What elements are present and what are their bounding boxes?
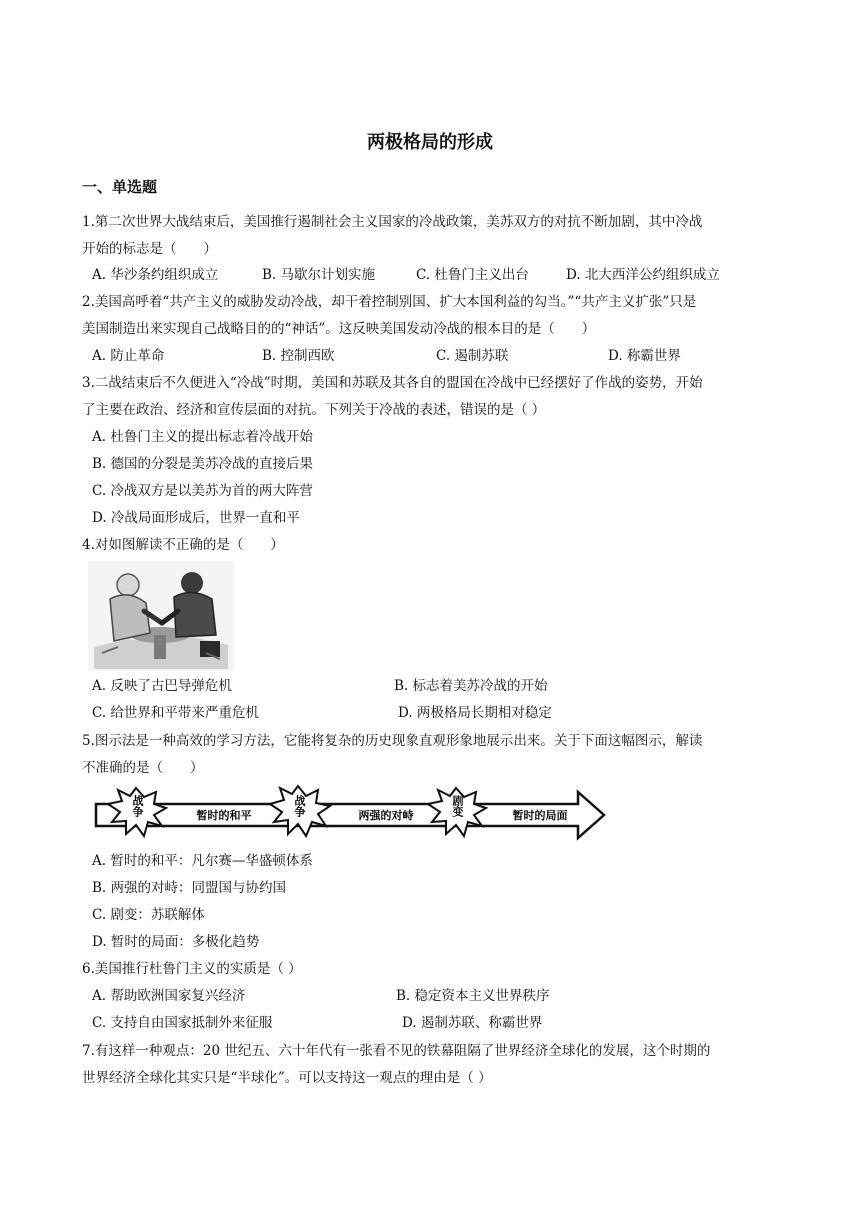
- q4-option-a: A. 反映了古巴导弹危机: [92, 678, 232, 694]
- question-1-line-1: 1.第二次世界大战结束后，美国推行遏制社会主义国家的冷战政策，美苏双方的对抗不断加剧，其中冷战: [82, 214, 703, 230]
- cartoon-image: [88, 561, 234, 671]
- q1-option-c: C. 杜鲁门主义出台: [416, 267, 529, 283]
- q2-option-b: B. 控制西欧: [262, 348, 335, 364]
- question-4-line-1: 4.对如图解读不正确的是（ ）: [82, 537, 284, 553]
- q3-option-d: D. 冷战局面形成后，世界一直和平: [92, 510, 300, 526]
- q3-option-a: A. 杜鲁门主义的提出标志着冷战开始: [92, 429, 313, 445]
- diagram-label-temporary-situation: 暂时的局面: [512, 809, 568, 822]
- diagram-label-two-power-standoff: 两强的对峙: [358, 809, 414, 822]
- q6-option-a: A. 帮助欧洲国家复兴经济: [92, 988, 246, 1004]
- q5-option-a: A. 暂时的和平：凡尔赛—华盛顿体系: [92, 853, 313, 869]
- question-2-line-2: 美国制造出来实现自己战略目的的“神话”。这反映美国发动冷战的根本目的是（ ）: [82, 321, 596, 337]
- question-3-line-1: 3.二战结束后不久便进入“冷战”时期，美国和苏联及其各自的盟国在冷战中已经摆好了作战的姿势，开始: [82, 375, 703, 391]
- q1-option-b: B. 马歇尔计划实施: [262, 267, 376, 283]
- q2-option-d: D. 称霸世界: [608, 348, 681, 364]
- question-5-line-1: 5.图示法是一种高效的学习方法，它能将复杂的历史现象直观形象地展示出来。关于下面这幅图示，解读: [82, 733, 703, 749]
- q6-option-c: C. 支持自由国家抵制外来征服: [92, 1015, 273, 1031]
- question-7-line-1: 7.有这样一种观点：20 世纪五、六十年代有一张看不见的铁幕阻隔了世界经济全球化的发展，这个时期的: [82, 1043, 711, 1059]
- q4-option-c: C. 给世界和平带来严重危机: [92, 705, 259, 721]
- q4-option-b: B. 标志着美苏冷战的开始: [394, 678, 548, 694]
- q5-option-c: C. 剧变：苏联解体: [92, 907, 205, 923]
- page-title: 两极格局的形成: [367, 132, 493, 153]
- q2-option-a: A. 防止革命: [92, 348, 165, 364]
- q6-option-d: D. 遏制苏联、称霸世界: [402, 1015, 543, 1031]
- question-1-line-2: 开始的标志是（ ）: [82, 241, 217, 257]
- diagram-label-war-1: 战争: [131, 795, 144, 817]
- section-heading: 一、单选题: [82, 178, 158, 196]
- question-7-line-2: 世界经济全球化其实只是“半球化”。可以支持这一观点的理由是（ ）: [82, 1070, 492, 1086]
- q2-option-c: C. 遏制苏联: [436, 348, 509, 364]
- q1-option-d: D. 北大西洋公约组织成立: [566, 267, 720, 283]
- q5-option-d: D. 暂时的局面：多极化趋势: [92, 934, 260, 950]
- history-timeline-diagram: [90, 784, 610, 844]
- question-5-line-2: 不准确的是（ ）: [82, 760, 204, 776]
- q6-option-b: B. 稳定资本主义世界秩序: [396, 988, 550, 1004]
- q3-option-c: C. 冷战双方是以美苏为首的两大阵营: [92, 483, 313, 499]
- diagram-label-war-2: 战争: [293, 795, 306, 817]
- diagram-label-upheaval: 剧变: [451, 795, 464, 817]
- q3-option-b: B. 德国的分裂是美苏冷战的直接后果: [92, 456, 314, 472]
- question-2-line-1: 2.美国高呼着“共产主义的威胁发动冷战，却干着控制别国、扩大本国利益的勾当。”“共产主义扩张”只是: [82, 294, 697, 310]
- question-6-line-1: 6.美国推行杜鲁门主义的实质是（ ）: [82, 961, 302, 977]
- q1-option-a: A. 华沙条约组织成立: [92, 267, 219, 283]
- question-3-line-2: 了主要在政治、经济和宣传层面的对抗。下列关于冷战的表述，错误的是（ ）: [82, 402, 546, 418]
- diagram-label-temporary-peace: 暂时的和平: [196, 809, 252, 822]
- q5-option-b: B. 两强的对峙：同盟国与协约国: [92, 880, 287, 896]
- q4-option-d: D. 两极格局长期相对稳定: [398, 705, 552, 721]
